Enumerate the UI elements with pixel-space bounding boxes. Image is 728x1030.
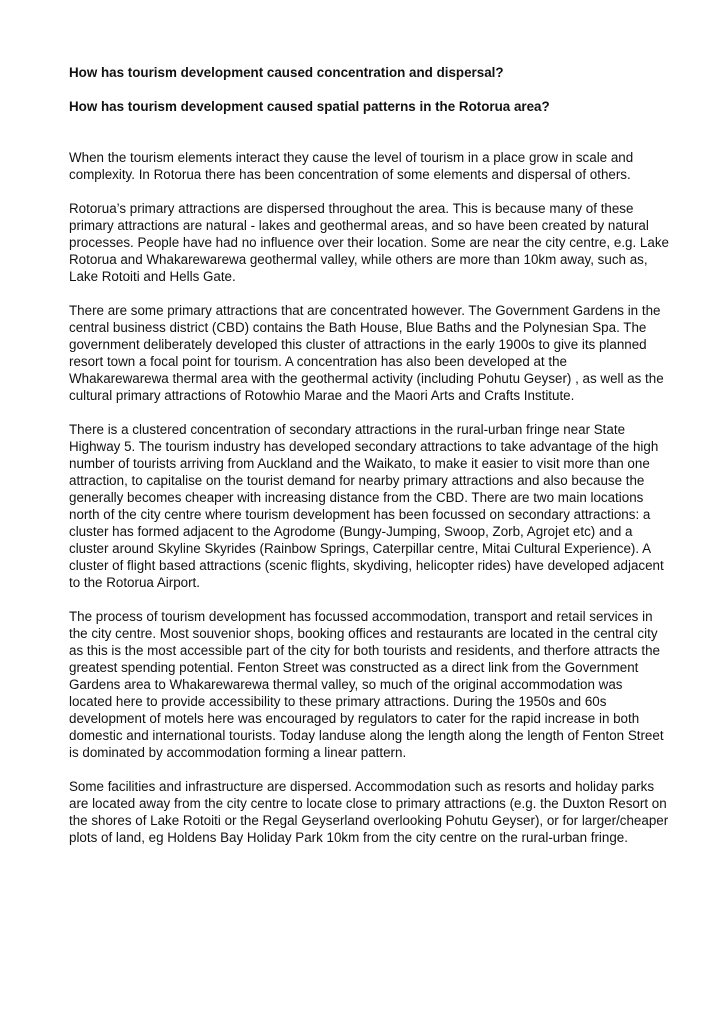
heading-concentration-dispersal: How has tourism development caused concentration and dispersal?: [69, 65, 504, 80]
paragraph-primary-concentrated: There are some primary attractions that are concentrated however. The Government Gardens in the central business district (CBD) contains the Bath House, Blue Baths and the Polynesian Spa. The government deliberately developed this cluster of attractions in the early 1900s to give its planned resort town a focal point for tourism. A concentration has also been developed at the Whakarewarewa thermal area with the geothermal activity (including Pohutu Geyser) , as well as the cultural primary attractions of Rotowhio Marae and the Maori Arts and Crafts Institute.: [69, 303, 664, 403]
paragraph-secondary-clustered: There is a clustered concentration of secondary attractions in the rural-urban fringe near State Highway 5. The tourism industry has developed secondary attractions to take advantage of the high number of tourists arriving from Auckland and the Waikato, to make it easier to visit more than one attraction, to capitalise on the tourist demand for nearby primary attractions and also because the generally becomes cheaper with increasing distance from the CBD. There are two main locations north of the city centre where tourism development has been focussed on secondary attractions: a cluster has formed adjacent to the Agrodome (Bungy-Jumping, Swoop, Zorb, Agrojet etc) and a cluster around Skyline Skyrides (Rainbow Springs, Caterpillar centre, Mitai Cultural Experience). A cluster of flight based attractions (scenic flights, skydiving, helicopter rides) have developed adjacent to the Rotorua Airport.: [69, 422, 664, 590]
heading-spatial-patterns: How has tourism development caused spatial patterns in the Rotorua area?: [69, 99, 550, 114]
paragraph-services-city-centre: The process of tourism development has focussed accommodation, transport and retail services in the city centre. Most souvenior shops, booking offices and restaurants are located in the central city as this is the most accessible part of the city for both tourists and residents, and therfore attracts the greatest spending potential. Fenton Street was constructed as a direct link from the Government Gardens area to Whakarewarewa thermal valley, so much of the original accommodation was located here to provide accessibility to these primary attractions. During the 1950s and 60s development of motels here was encouraged by regulators to cater for the rapid increase in both domestic and international tourists. Today landuse along the length along the length of Fenton Street is dominated by accommodation forming a linear pattern.: [69, 609, 664, 760]
paragraph-facilities-dispersed: Some facilities and infrastructure are dispersed. Accommodation such as resorts and holiday parks are located away from the city centre to locate close to primary attractions (e.g. the Duxton Resort on the shores of Lake Rotoiti or the Regal Geyserland overlooking Pohutu Geyser), or for larger/cheaper plots of land, eg Holdens Bay Holiday Park 10km from the city centre on the rural-urban fringe.: [69, 779, 669, 845]
paragraph-primary-dispersed: Rotorua’s primary attractions are dispersed throughout the area. This is because many of these primary attractions are natural - lakes and geothermal areas, and so have been created by natural processes. People have had no influence over their location. Some are near the city centre, e.g. Lake Rotorua and Whakarewarewa geothermal valley, while others are more than 10km away, such as, Lake Rotoiti and Hells Gate.: [69, 201, 669, 284]
paragraph-intro: When the tourism elements interact they cause the level of tourism in a place grow in scale and complexity. In Rotorua there has been concentration of some elements and dispersal of others.: [69, 150, 634, 182]
document-page: [69, 64, 669, 863]
